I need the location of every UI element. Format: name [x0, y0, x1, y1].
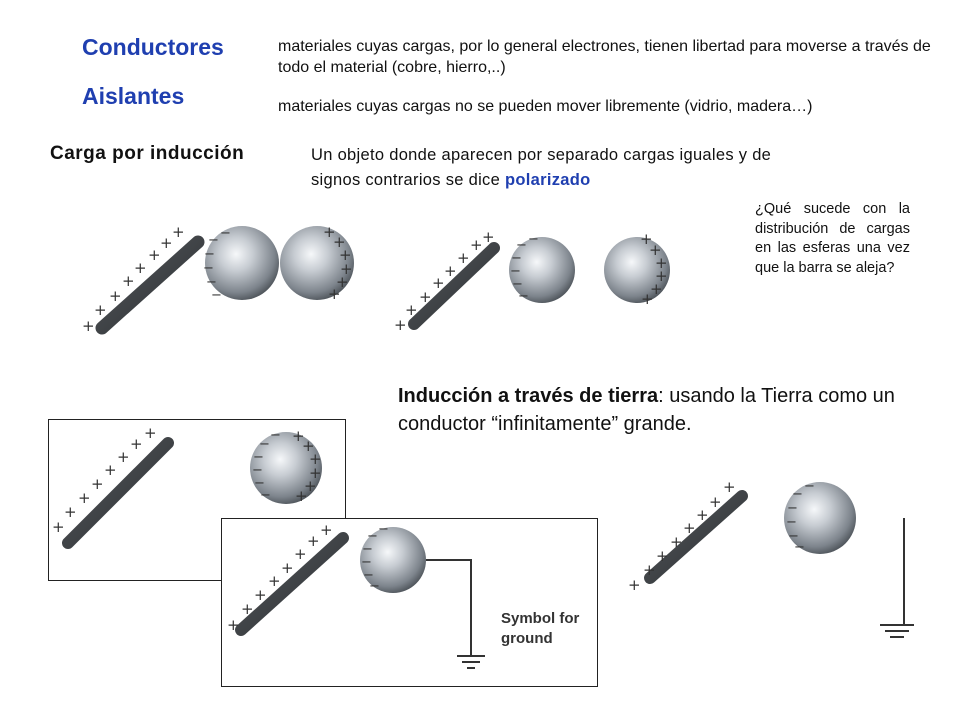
aislantes-definition: materiales cuyas cargas no se pueden mover libremente (vidrio, madera…)	[278, 98, 813, 115]
diagram-separated-spheres	[392, 228, 692, 342]
svg-text:−: −	[252, 463, 263, 478]
svg-text:−: −	[253, 450, 264, 465]
rod-plus-charges	[52, 424, 157, 536]
svg-text:−: −	[804, 479, 815, 494]
svg-text:+: +	[656, 547, 669, 565]
svg-text:−: −	[528, 232, 539, 247]
polarization-text-main: Un objeto donde aparecen por separado cargas iguales y de signos contrarios se dice	[311, 146, 772, 189]
ground-wire	[426, 560, 471, 655]
polarizado-word: polarizado	[504, 171, 591, 189]
svg-text:+: +	[281, 559, 294, 577]
ground-symbol-label-line2: ground	[501, 630, 553, 647]
svg-text:+: +	[104, 461, 117, 479]
svg-text:−: −	[270, 428, 281, 443]
diagram-two-spheres	[80, 220, 360, 350]
ground-step-diagram-2	[221, 518, 596, 685]
induction-heading: Carga por inducción	[50, 143, 245, 164]
svg-text:+: +	[130, 435, 143, 453]
svg-text:+: +	[723, 478, 736, 496]
svg-text:−: −	[259, 437, 270, 452]
rod-plus-charges	[227, 521, 333, 634]
svg-text:+: +	[302, 437, 315, 455]
svg-text:+: +	[254, 586, 267, 604]
conductores-term: Conductores	[82, 34, 224, 60]
svg-text:−: −	[363, 568, 374, 583]
ground-symbol-icon	[457, 656, 485, 668]
svg-text:+: +	[655, 254, 668, 272]
svg-text:+: +	[457, 249, 470, 267]
svg-text:+: +	[241, 600, 254, 618]
svg-text:−: −	[367, 529, 378, 544]
svg-text:+: +	[444, 262, 457, 280]
diagram-grounded-result	[626, 478, 926, 648]
svg-text:+: +	[640, 230, 653, 248]
svg-text:+: +	[419, 288, 432, 306]
svg-text:+: +	[227, 616, 240, 634]
svg-text:+: +	[683, 519, 696, 537]
svg-text:−: −	[794, 540, 805, 555]
svg-text:+: +	[405, 301, 418, 319]
svg-text:−: −	[208, 233, 219, 248]
svg-text:+: +	[304, 477, 317, 495]
svg-text:−: −	[511, 251, 522, 266]
svg-text:+: +	[643, 561, 656, 579]
ground-induction-description: : usando la Tierra como un conductor “infinitamente” grande.	[398, 385, 895, 435]
svg-text:−: −	[260, 488, 271, 503]
svg-text:+: +	[641, 290, 654, 308]
svg-text:+: +	[309, 450, 322, 468]
conductores-definition: materiales cuyas cargas, por lo general electrones, tienen libertad para moverse a través de todo el material (cobre, hierro,..)	[278, 38, 931, 76]
svg-text:−: −	[211, 288, 222, 303]
svg-text:+: +	[144, 424, 157, 442]
svg-text:−: −	[204, 247, 215, 262]
svg-text:+: +	[394, 316, 407, 334]
svg-text:−: −	[792, 487, 803, 502]
svg-text:−: −	[378, 522, 389, 537]
svg-text:+: +	[52, 518, 65, 536]
svg-text:−: −	[787, 501, 798, 516]
svg-text:+: +	[336, 273, 349, 291]
svg-text:+: +	[328, 285, 341, 303]
svg-text:+: +	[295, 487, 308, 505]
rod-plus-charges	[628, 478, 736, 594]
svg-text:−: −	[220, 226, 231, 241]
svg-text:+: +	[709, 493, 722, 511]
svg-text:−: −	[516, 238, 527, 253]
svg-text:+: +	[148, 246, 161, 264]
svg-text:+: +	[320, 521, 333, 539]
svg-text:+: +	[122, 272, 135, 290]
svg-text:−: −	[203, 261, 214, 276]
svg-text:+: +	[650, 280, 663, 298]
svg-text:+: +	[78, 489, 91, 507]
svg-text:+: +	[172, 223, 185, 241]
svg-text:+: +	[432, 274, 445, 292]
svg-text:+: +	[649, 241, 662, 259]
svg-text:+: +	[340, 260, 353, 278]
svg-text:−: −	[510, 264, 521, 279]
polarization-text	[311, 143, 781, 193]
svg-text:−: −	[788, 529, 799, 544]
ground-induction-heading: Inducción a través de tierra	[398, 385, 659, 407]
charged-rod	[414, 248, 494, 324]
svg-text:+: +	[696, 506, 709, 524]
svg-text:−: −	[254, 476, 265, 491]
svg-text:+: +	[470, 236, 483, 254]
svg-text:+: +	[670, 533, 683, 551]
svg-text:+: +	[292, 427, 305, 445]
svg-text:+: +	[91, 475, 104, 493]
svg-text:−: −	[518, 289, 529, 304]
svg-text:+: +	[323, 223, 336, 241]
svg-text:−: −	[369, 579, 380, 594]
ground-induction-text	[398, 382, 908, 438]
svg-text:+: +	[333, 233, 346, 251]
svg-text:+: +	[64, 503, 77, 521]
svg-text:+: +	[94, 301, 107, 319]
svg-text:−: −	[206, 275, 217, 290]
svg-text:+: +	[307, 532, 320, 550]
svg-text:+: +	[339, 246, 352, 264]
svg-text:+: +	[294, 545, 307, 563]
svg-text:+: +	[628, 576, 641, 594]
svg-text:+: +	[109, 287, 122, 305]
svg-text:−: −	[362, 542, 373, 557]
charged-rod	[241, 538, 343, 630]
aislantes-term: Aislantes	[82, 83, 185, 109]
svg-text:+: +	[655, 267, 668, 285]
svg-text:−: −	[361, 555, 372, 570]
rod-plus-charges	[394, 228, 495, 334]
svg-text:+: +	[117, 448, 130, 466]
question-text: ¿Qué sucede con la distribución de cargas en las esferas una vez que la barra se aleja?	[755, 201, 910, 276]
svg-text:+: +	[160, 234, 173, 252]
svg-text:+: +	[134, 259, 147, 277]
svg-text:+: +	[309, 464, 322, 482]
svg-text:−: −	[512, 277, 523, 292]
svg-text:+: +	[482, 228, 495, 246]
rod-plus-charges	[82, 223, 185, 335]
ground-symbol-label-line1: Symbol for	[501, 610, 580, 627]
svg-text:+: +	[82, 317, 95, 335]
svg-text:−: −	[786, 515, 797, 530]
ground-symbol-icon	[880, 625, 914, 637]
svg-text:+: +	[268, 572, 281, 590]
